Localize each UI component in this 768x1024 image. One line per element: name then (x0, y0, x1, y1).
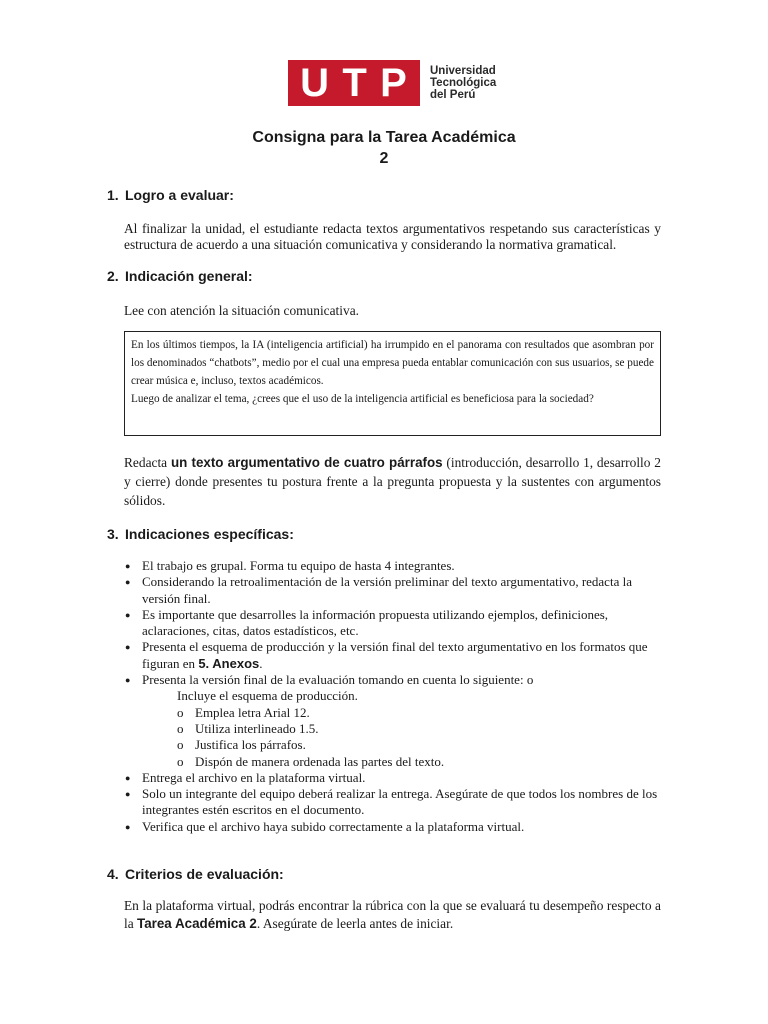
criteria-text-start: En la plataforma virtual, podrás encontrar la rúbrica con la que se evaluará tu desempeño respecto a la (124, 898, 661, 931)
logo-block (288, 60, 420, 106)
sub-list-item: o Utiliza interlineado 1.5. (177, 721, 661, 737)
list-item: ● Solo un integrante del equipo deberá realizar la entrega. Asegúrate de que todos los nombres de los integrantes estén escritos en el documento. (124, 786, 661, 819)
section-3-number: 3. (107, 526, 119, 542)
utp-logo (288, 60, 496, 106)
list-item-text: ● Presenta la versión final de la evaluación tomando en cuenta lo siguiente: o (142, 672, 534, 688)
communicative-situation-box (124, 331, 661, 436)
section-2-number: 2. (107, 268, 119, 284)
section-2-intro: Lee con atención la situación comunicativa. (124, 303, 359, 318)
situation-paragraph: En los últimos tiempos, la IA (inteligencia artificial) ha irrumpido en el panorama con resultados que asombran por los denominados “chatbots”, medio por el cual una empresa pueda entablar comunicación con sus usuarios, se puede crear música e, incluso, textos académicos. (131, 339, 654, 387)
list-item: ● Entrega el archivo en la plataforma virtual. (124, 770, 661, 786)
section-1-heading (107, 187, 234, 203)
list-item: ● Considerando la retroalimentación de la versión preliminar del texto argumentativo, redacta la versión final. (124, 574, 661, 607)
format-sublist (142, 705, 661, 770)
list-item: ● El trabajo es grupal. Forma tu equipo de hasta 4 integrantes. (124, 558, 661, 574)
section-2-heading (107, 268, 253, 284)
sub-list-item: o Emplea letra Arial 12. (177, 705, 661, 721)
section-2-title: Indicación general: (125, 268, 253, 284)
document-title-number: 2 (379, 150, 389, 167)
logo-letter-t: T (342, 61, 368, 105)
document-title: Consigna para la Tarea Académica (252, 129, 516, 146)
logo-line-2: Tecnológica (430, 77, 497, 89)
section-1-title: Logro a evaluar: (125, 187, 234, 203)
section-1-text: Al finalizar la unidad, el estudiante redacta textos argumentativos respetando sus características y estructura de acuerdo a una situación comunicativa y considerando la normativa gramatical. (124, 221, 661, 252)
task-text-emphasis: un texto argumentativo de cuatro párrafos (170, 455, 443, 470)
section-4-number: 4. (107, 866, 119, 882)
criteria-text-end: . Asegúrate de leerla antes de iniciar. (256, 915, 454, 931)
specific-instructions-list (124, 558, 661, 835)
logo-letter-p: P (380, 61, 408, 105)
section-4-heading (107, 866, 284, 882)
logo-line-1: Universidad (430, 65, 496, 77)
sub-list-item: o Dispón de manera ordenada las partes del texto. (177, 754, 661, 770)
section-4-title: Criterios de evaluación: (125, 866, 284, 882)
section-1-number: 1. (107, 187, 119, 203)
section-4-text (124, 897, 661, 932)
section-3-title: Indicaciones específicas: (125, 526, 294, 542)
annex-reference: 5. Anexos (198, 655, 260, 671)
logo-letter-u: U (300, 61, 331, 105)
list-item: ● Es importante que desarrolles la información propuesta utilizando ejemplos, definiciones, aclaraciones, citas, datos estadísticos, etc. (124, 607, 661, 640)
list-item: ● Verifica que el archivo haya subido correctamente a la plataforma virtual. (124, 819, 661, 835)
logo-university-name (430, 65, 496, 101)
section-3-heading (107, 526, 294, 542)
list-item (124, 639, 661, 672)
list-item-text: Presenta el esquema de producción y la versión final del texto argumentativo en los formatos que figuran en (142, 639, 648, 671)
task-instruction (124, 453, 661, 510)
list-item (124, 672, 661, 770)
list-item-text-end: . (259, 655, 263, 671)
sub-list-intro: Incluye el esquema de producción. (177, 688, 358, 704)
criteria-task-name: Tarea Académica 2 (137, 915, 257, 931)
situation-question: Luego de analizar el tema, ¿crees que el uso de la inteligencia artificial es beneficiosa para la sociedad? (131, 393, 594, 405)
task-text-end: (introducción, desarrollo 1, desarrollo 2 y cierre) donde presentes tu postura frente a la pregunta propuesta y la sustentes con argumentos sólidos. (124, 455, 661, 508)
logo-line-3: del Perú (430, 89, 476, 101)
task-text-start: Redacta (124, 455, 171, 470)
sub-list-item: o Justifica los párrafos. (177, 737, 661, 753)
